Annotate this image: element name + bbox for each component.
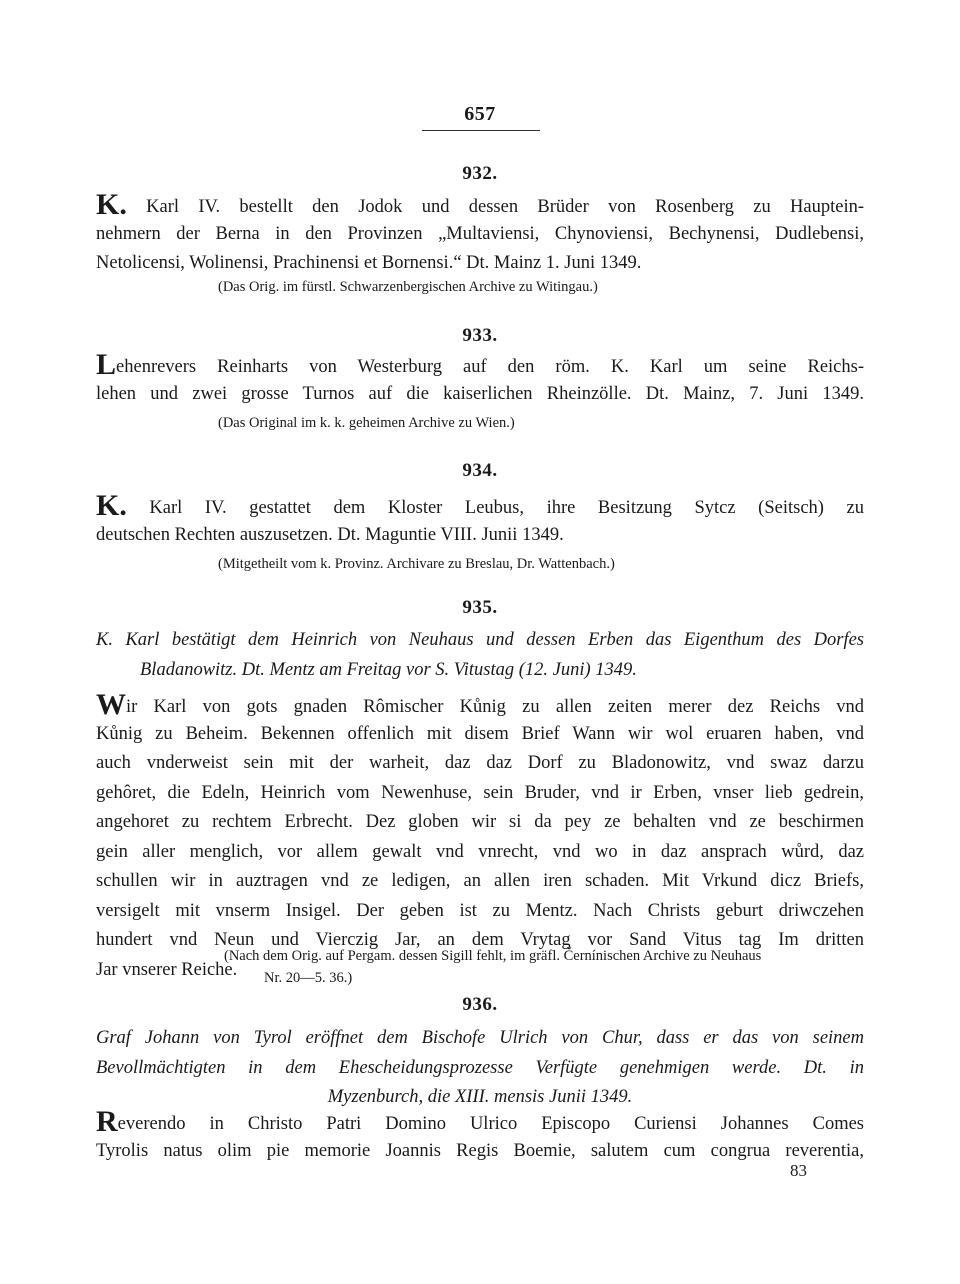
entry-933-text: [96, 350, 864, 409]
entry-933-line: lehen und zwei grosse Turnos auf die kaiserlichen Rheinzölle. Dt. Mainz, 7. Juni 1349.: [96, 383, 864, 404]
entry-935-line: auch vnderweist sein mit der warheit, daz daz Dorf zu Bladonowitz, vnd swaz darzu: [96, 753, 864, 773]
entry-935-line: gein aller menglich, vor allem gewalt vnd vnrecht, vnd wo in daz ansprach wůrd, daz: [96, 841, 864, 862]
entry-number-932: 932.: [462, 163, 498, 184]
entry-935-line: versigelt mit vnserm Insigel. Der geben ist zu Mentz. Nach Christs geburt driwczehen: [96, 900, 864, 921]
line-text: Karl IV. bestellt den Jodok und dessen Brüder von Rosenberg zu Hauptein-: [126, 197, 864, 217]
entry-number-936: 936.: [462, 994, 498, 1015]
summary-line: Graf Johann von Tyrol eröffnet dem Bischofe Ulrich von Chur, dass er das von seinem: [96, 1028, 864, 1048]
entry-932-line: nehmern der Berna in den Provinzen „Multaviensi, Chynoviensi, Bechynensi, Dudlebensi,: [96, 223, 864, 244]
drop-initial: W: [96, 688, 126, 721]
line-text: everendo in Christo Patri Domino Ulrico Episcopo Curiensi Johannes Comes: [117, 1114, 864, 1134]
entry-935-line: gehôret, die Edeln, Heinrich vom Newenhuse, sein Bruder, vnd ir Erben, vnser lieb gedrein,: [96, 782, 864, 803]
entry-935-summary: [96, 626, 864, 685]
entry-932-source: (Das Orig. im fürstl. Schwarzenbergischen Archive zu Witingau.): [218, 279, 598, 295]
signature-mark: 83: [790, 1161, 807, 1180]
entry-936-summary: [96, 1024, 864, 1113]
entry-935-line: Kůnig zu Beheim. Bekennen offenlich mit disem Brief Wann wir wol eruaren haben, vnd: [96, 723, 864, 744]
drop-initial: L: [96, 348, 117, 381]
entry-935-line: schullen wir in auztragen vnd ze ledigen, an allen iren schaden. Mit Vrkund dicz Briefs,: [96, 871, 864, 891]
source-line: (Nach dem Orig. auf Pergam. dessen Sigill fehlt, im gräfl. Černínischen Archive zu Neuhaus: [224, 948, 762, 964]
entry-936-text: [96, 1107, 864, 1166]
entry-932-line: [96, 190, 864, 220]
entry-934-source: (Mitgetheilt vom k. Provinz. Archivare zu Breslau, Dr. Wattenbach.): [218, 556, 615, 572]
entry-935-text: [96, 690, 864, 985]
entry-936-line: Tyrolis natus olim pie memorie Joannis Regis Boemie, salutem cum congrua reverentia,: [96, 1140, 864, 1161]
entry-number-934: 934.: [462, 460, 498, 481]
drop-initial: R: [96, 1105, 118, 1138]
drop-initial: K.: [96, 489, 127, 522]
summary-line: Myzenburch, die XIII. mensis Junii 1349.: [327, 1087, 633, 1107]
summary-line: Bladanowitz. Dt. Mentz am Freitag vor S. Vitustag (12. Juni) 1349.: [140, 659, 637, 680]
drop-initial: K.: [96, 188, 127, 221]
entry-933-line: [96, 350, 864, 380]
header-rule: [422, 130, 540, 131]
summary-line: K. Karl bestätigt dem Heinrich von Neuhaus und dessen Erben das Eigenthum des Dorfes: [96, 630, 864, 650]
line-text: ir Karl von gots gnaden Rômischer Kůnig zu allen zeiten merer dez Reichs vnd: [126, 697, 864, 717]
line-text: ehenrevers Reinharts von Westerburg auf den röm. K. Karl um seine Reichs-: [116, 357, 864, 377]
entry-934-line: deutschen Rechten auszusetzen. Dt. Maguntie VIII. Junii 1349.: [96, 524, 564, 545]
summary-line: Bevollmächtigten in dem Ehescheidungsprozesse Verfügte genehmigen werde. Dt. in: [96, 1057, 864, 1078]
line-text: Karl IV. gestattet dem Kloster Leubus, ihre Besitzung Sytcz (Seitsch) zu: [126, 498, 864, 518]
entry-934-line: [96, 491, 864, 521]
entry-932-text: [96, 190, 864, 279]
entry-935-line: Jar vnserer Reiche.: [96, 959, 238, 980]
entry-932-line: Netolicensi, Wolinensi, Prachinensi et Bornensi.“ Dt. Mainz 1. Juni 1349.: [96, 253, 642, 273]
entry-933-source: (Das Original im k. k. geheimen Archive zu Wien.): [218, 415, 515, 431]
entry-935-line: hundert vnd Neun und Vierczig Jar, an dem Vrytag vor Sand Vitus tag Im dritten: [96, 930, 864, 950]
entry-935-line: angehoret zu rechtem Erbrecht. Dez globen wir si da pey ze behalten vnd ze beschirmen: [96, 812, 864, 832]
entry-936-line: [96, 1107, 864, 1137]
entry-935-line: [96, 690, 864, 720]
entry-number-933: 933.: [462, 325, 498, 346]
page-number: 657: [464, 103, 496, 125]
entry-number-935: 935.: [462, 597, 498, 618]
entry-934-text: [96, 491, 864, 550]
entry-935-source: [224, 945, 761, 989]
source-line: Nr. 20—5. 36.): [264, 970, 353, 986]
